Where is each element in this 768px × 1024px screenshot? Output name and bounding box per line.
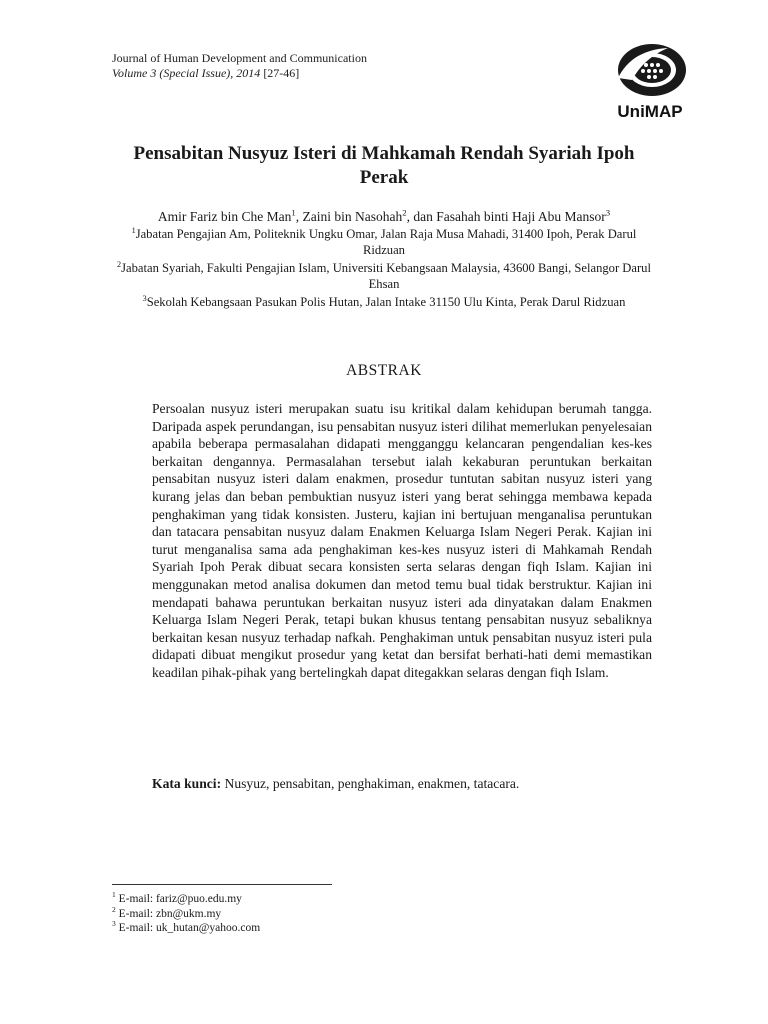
author-mark: 2 (402, 207, 407, 218)
footnote-text: E-mail: zbn@ukm.my (115, 907, 222, 920)
affiliation-mark: 1 (131, 225, 136, 235)
author-mark: 3 (605, 207, 611, 218)
author-name: dan Fasahah binti Haji Abu Mansor (413, 209, 606, 224)
author-separator: , (406, 209, 414, 224)
abstract-body: Persoalan nusyuz isteri merupakan suatu isu kritikal dalam kehidupan berumah tangga. Daripada aspek perundangan, isu pensabitan nusyuz isteri dilihat memerlukan penyelesaian apabila beberapa permasalahan didapati mengganggu kelancaran pengendalian kes-kes berkaitan dengannya. Permasalahan tersebut ialah kekaburan peruntukan berkaitan pensabitan nusyuz isteri dalam enakmen, prosedur tuntutan sabitan nusyuz isteri yang kurang jelas dan beban pembuktian nusyuz isteri yang berat sehingga membawa kepada penghakiman yang tidak konsisten. Justeru, kajian ini bertujuan menganalisa peruntukan dan tatacara pensabitan nusyuz dalam Enakmen Keluarga Islam Negeri Perak. Kajian ini turut menganalisa sama ada penghakiman kes-kes nusyuz isteri di Mahkamah Rendah Syariah Ipoh Perak dibuat secara konsisten serta selaras dengan fiqh Islam. Kajian ini menggunakan metod analisa dokumen dan metod temu bual tidak berstruktur. Kajian ini mendapati bahawa peruntukan berkaitan nusyuz isteri ada dinyatakan dalam Enakmen Keluarga Islam Negeri Perak, tetapi bukan khusus tentang pensabitan nusyuz sebaliknya berkaitan kesan nusyuz terhadap nafkah. Penghakiman untuk pensabitan nusyuz isteri pula didapati dibuat mengikut prosedur yang ketat dan bersifat berhati-hati demi memastikan keadilan pihak-pihak yang bertelingkah dapat ditegakkan selaras dengan fiqh Islam. (152, 401, 652, 680)
author-mark: 1 (291, 207, 296, 218)
affiliation (112, 294, 656, 310)
footnote-mark: 1 (112, 890, 116, 900)
logo-text: UniMAP (617, 102, 683, 121)
keywords-text: Nusyuz, pensabitan, penghakiman, enakmen, tatacara. (221, 776, 520, 791)
footnotes (112, 892, 260, 936)
footnote-text: E-mail: uk_hutan@yahoo.com (115, 922, 261, 934)
affiliation (112, 260, 656, 292)
journal-name: Journal of Human Development and Communication (112, 51, 367, 65)
footnote (112, 921, 260, 936)
journal-volume-line (112, 66, 367, 81)
journal-volume: Volume 3 (Special Issue), 2014 (112, 66, 261, 80)
keywords (152, 775, 652, 792)
affiliations (112, 226, 656, 310)
footnote-text: E-mail: fariz@puo.edu.my (115, 893, 242, 905)
affiliation-mark: 3 (142, 293, 147, 303)
affiliation (112, 226, 656, 258)
footnote (112, 892, 260, 907)
unimap-emblem-icon (608, 40, 692, 102)
paper-title: Pensabitan Nusyuz Isteri di Mahkamah Rendah Syariah Ipoh Perak (133, 143, 635, 188)
affiliation-text: Jabatan Pengajian Am, Politeknik Ungku Omar, Jalan Raja Musa Mahadi, 31400 Ipoh, Perak Darul Ridzuan (135, 227, 637, 257)
journal-pages: [27-46] (263, 66, 300, 80)
author-name: Zaini bin Nasohah (302, 209, 403, 224)
footnote (112, 904, 260, 922)
abstract-heading: ABSTRAK (346, 362, 422, 379)
author-line (112, 208, 656, 225)
keywords-label: Kata kunci: (152, 776, 222, 791)
author-separator: , (295, 209, 303, 224)
unimap-logo (608, 40, 692, 126)
journal-header (112, 51, 367, 81)
affiliation-text: Sekolah Kebangsaan Pasukan Polis Hutan, Jalan Intake 31150 Ulu Kinta, Perak Darul Ridzuan (146, 295, 626, 309)
affiliation-text: Jabatan Syariah, Fakulti Pengajian Islam, Universiti Kebangsaan Malaysia, 43600 Bangi, Selangor Darul Ehsan (121, 261, 651, 291)
author-name: Amir Fariz bin Che Man (157, 209, 292, 224)
footnote-mark: 3 (112, 919, 116, 929)
footnote-mark: 2 (112, 904, 116, 914)
footnote-divider (112, 884, 332, 885)
affiliation-mark: 2 (117, 259, 122, 269)
